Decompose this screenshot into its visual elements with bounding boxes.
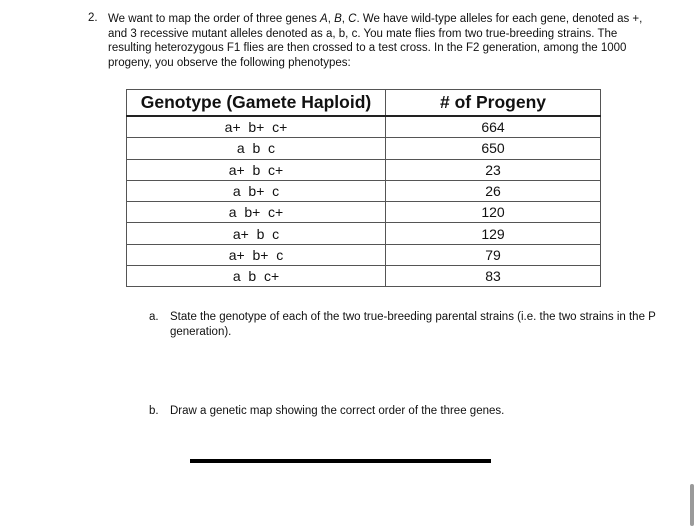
answer-line-divider <box>190 459 491 463</box>
table-header-row <box>127 90 601 117</box>
genotype-cell: a+ b+ c <box>127 244 386 265</box>
table-row <box>127 180 601 201</box>
table-row <box>127 244 601 265</box>
count-cell: 129 <box>386 223 601 244</box>
count-cell: 23 <box>386 159 601 180</box>
progeny-header: # of Progeny <box>386 90 601 117</box>
genotype-cell: a+ b c+ <box>127 159 386 180</box>
progeny-table <box>126 89 601 287</box>
question-text <box>108 12 668 70</box>
table-row <box>127 202 601 223</box>
question-line: and 3 recessive mutant alleles denoted as a, b, c. You mate flies from two true-breeding strains. The <box>108 27 618 40</box>
genotype-cell: a b+ c+ <box>127 202 386 223</box>
table-row <box>127 138 601 159</box>
count-cell: 83 <box>386 266 601 287</box>
count-cell: 650 <box>386 138 601 159</box>
question-number: 2. <box>88 12 98 24</box>
table-row <box>127 159 601 180</box>
count-cell: 79 <box>386 244 601 265</box>
count-cell: 26 <box>386 180 601 201</box>
vertical-scrollbar[interactable] <box>690 484 694 526</box>
subquestion-a-text: State the genotype of each of the two true-breeding parental strains (i.e. the two strains in the P generation). <box>170 311 656 338</box>
count-cell: 120 <box>386 202 601 223</box>
genotype-cell: a+ b+ c+ <box>127 116 386 138</box>
genotype-cell: a+ b c <box>127 223 386 244</box>
genotype-cell: a b+ c <box>127 180 386 201</box>
question-line: resulting heterozygous F1 flies are then crossed to a test cross. In the F2 generation, among the 1000 <box>108 42 627 55</box>
table-row <box>127 266 601 287</box>
count-cell: 664 <box>386 116 601 138</box>
question-line: progeny, you observe the following phenotypes: <box>108 56 351 69</box>
subquestion-b-text: Draw a genetic map showing the correct order of the three genes. <box>170 405 505 417</box>
genotype-cell: a b c <box>127 138 386 159</box>
table-row <box>127 223 601 244</box>
genotype-cell: a b c+ <box>127 266 386 287</box>
subquestion-a-label: a. <box>149 311 159 323</box>
subquestion-b-label: b. <box>149 405 159 417</box>
table-row <box>127 116 601 138</box>
question-line: We want to map the order of three genes A, B, C. We have wild-type alleles for each gene, denoted as +, <box>108 13 643 25</box>
genotype-header: Genotype (Gamete Haploid) <box>127 90 386 117</box>
